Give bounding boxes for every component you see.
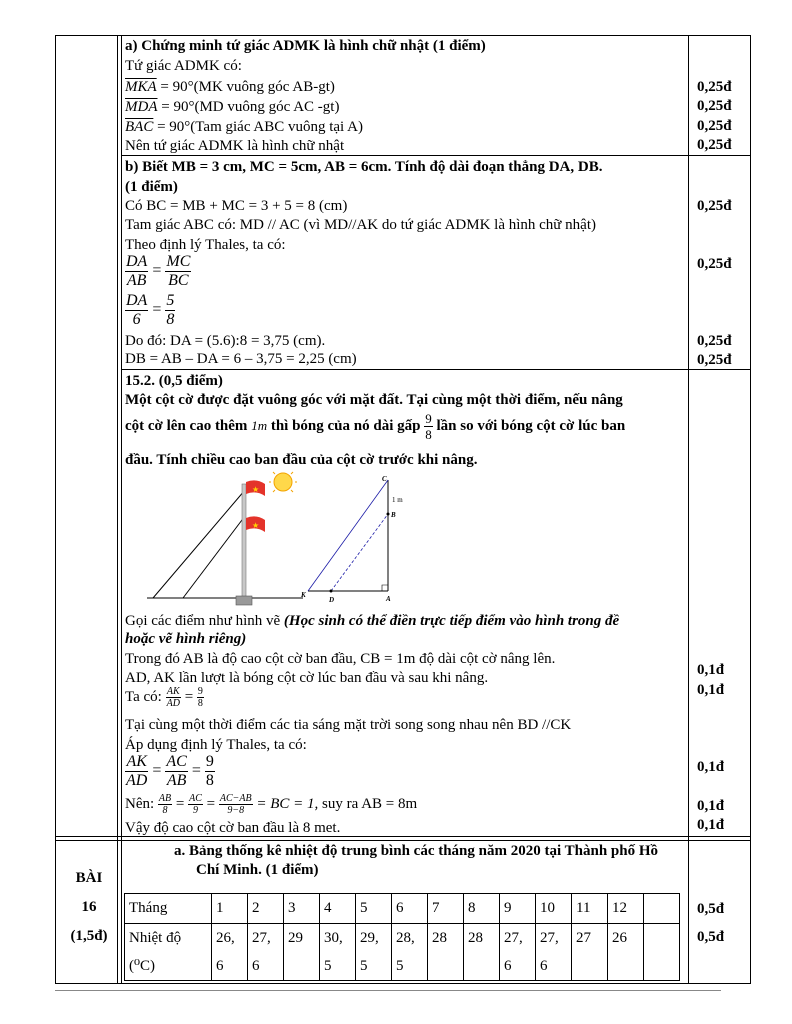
border-right — [750, 35, 751, 984]
part-b-frac1: $\frac{DA}{AB}$ = $\frac{MC}{BC}$ — [126, 253, 191, 289]
table-cell: 27, 6 — [248, 924, 284, 981]
bai16-label: BÀI — [75, 870, 103, 886]
table-header-cell: Tháng — [125, 894, 212, 924]
table-cell: 27, 6 — [536, 924, 572, 981]
border-top — [55, 35, 751, 36]
table-cell: 27, 6 — [500, 924, 536, 981]
bai16-heading-2: Chí Minh. (1 điểm) — [196, 862, 319, 878]
label-k: K — [301, 591, 306, 599]
temperature-table — [124, 893, 680, 981]
border-col1 — [117, 35, 118, 984]
bai16-heading: a. Bảng thống kê nhiệt độ trung bình các tháng năm 2020 tại Thành phố Hồ — [174, 843, 659, 859]
table-cell: 26 — [608, 924, 644, 981]
table-header-cell: Nhiệt độ (⁰C) — [125, 924, 212, 981]
bai16-points: (1,5đ) — [70, 928, 108, 944]
q152-sol-1: Gọi các điểm như hình vẽ (Học sinh có thể điền trực tiếp điểm vào hình trong đề — [125, 613, 620, 629]
score: 0,25đ — [697, 98, 732, 114]
part-a-conclusion: Nên tứ giác ADMK là hình chữ nhật — [125, 138, 345, 154]
part-a-line1: $\overline{MKA} = 90^\circ(MK$ vuông góc AB-gt) — [125, 79, 335, 95]
table-cell: 3 — [284, 894, 320, 924]
score: 0,1đ — [697, 682, 725, 698]
divider-b-152 — [121, 369, 751, 370]
sun-icon — [269, 470, 297, 492]
table-cell: 29, 5 — [356, 924, 392, 981]
q152-sol-9: Nên: $\frac{AB}{8}$ = $\frac{AC}{9}$ = $\frac{AC-AB}{9-8}$ = BC = 1, suy ra AB = 8m — [125, 793, 418, 816]
part-b-heading: b) Biết MB = 3 cm, MC = 5cm, AB = 6cm. Tính độ dài đoạn thẳng DA, DB. — [125, 159, 603, 175]
score: 0,1đ — [697, 798, 725, 814]
q152-problem-2: cột cờ lên cao thêm 1m thì bóng của nó dài gấp $\frac{9}{8}$ lần so với bóng cột cờ lúc ban — [125, 411, 626, 443]
table-cell: 12 — [608, 894, 644, 924]
q152-sol-5: Ta có: $\frac{AK}{AD}$ = $\frac{9}{8}$ — [125, 686, 203, 709]
score: 0,5đ — [697, 901, 725, 917]
border-bottom — [55, 983, 751, 984]
table-cell: 28 — [464, 924, 500, 981]
table-cell: 6 — [392, 894, 428, 924]
table-cell: 26, 6 — [212, 924, 248, 981]
table-cell: 7 — [428, 894, 464, 924]
table-cell: 28, 5 — [392, 924, 428, 981]
score: 0,25đ — [697, 137, 732, 153]
table-cell: 10 — [536, 894, 572, 924]
score: 0,1đ — [697, 817, 725, 833]
table-cell-empty — [644, 924, 680, 981]
q152-sol-6: Tại cùng một thời điểm các tia sáng mặt trời song song nhau nên BD //CK — [125, 717, 572, 733]
table-cell: 5 — [356, 894, 392, 924]
bai16-number: 16 — [81, 899, 97, 915]
part-a-intro: Tứ giác ADMK có: — [125, 58, 242, 74]
table-cell: 30, 5 — [320, 924, 356, 981]
part-b-frac2: $\frac{DA}{6}$ = $\frac{5}{8}$ — [126, 292, 175, 328]
q152-sol-7: Áp dụng định lý Thales, ta có: — [125, 737, 307, 753]
score: 0,1đ — [697, 662, 725, 678]
table-row — [125, 894, 680, 924]
score: 0,5đ — [697, 929, 725, 945]
footer-rule — [55, 990, 721, 991]
part-a-heading: a) Chứng minh tứ giác ADMK là hình chữ nhật (1 điểm) — [125, 38, 486, 54]
part-b-line3: Theo định lý Thales, ta có: — [125, 237, 286, 253]
part-b-line2: Tam giác ABC có: MD // AC (vì MD//AK do tứ giác ADMK là hình chữ nhật) — [125, 217, 596, 233]
score: 0,25đ — [697, 352, 732, 368]
border-left — [55, 35, 56, 984]
svg-text:★: ★ — [252, 485, 260, 494]
table-cell: 28 — [428, 924, 464, 981]
part-b-line4: Do đó: DA = (5.6):8 = 3,75 (cm). — [125, 333, 326, 349]
part-a-line2: $\overline{MDA} = 90^\circ(MD$ vuông góc AC -gt) — [125, 99, 340, 115]
table-cell: 4 — [320, 894, 356, 924]
table-cell: 9 — [500, 894, 536, 924]
q152-sol-10: Vậy độ cao cột cờ ban đầu là 8 met. — [125, 820, 341, 836]
label-a: A — [386, 595, 391, 603]
border-col1b — [121, 35, 122, 984]
part-b-line1: Có BC = MB + MC = 3 + 5 = 8 (cm) — [125, 198, 348, 214]
table-cell: 2 — [248, 894, 284, 924]
score: 0,25đ — [697, 118, 732, 134]
q152-sol-4: AD, AK lần lượt là bóng cột cờ lúc ban đầu và sau khi nâng. — [125, 670, 489, 686]
q152-problem-1: Một cột cờ được đặt vuông góc với mặt đất. Tại cùng một thời điểm, nếu nâng — [125, 392, 623, 408]
table-cell-empty — [644, 894, 680, 924]
score: 0,25đ — [697, 198, 732, 214]
label-b: B — [391, 511, 396, 519]
q152-sol-3: Trong đó AB là độ cao cột cờ ban đầu, CB = 1m độ dài cột cờ nâng lên. — [125, 651, 556, 667]
score: 0,1đ — [697, 759, 725, 775]
label-1m: 1 m — [392, 496, 403, 504]
divider-152-16b — [55, 840, 751, 841]
score: 0,25đ — [697, 256, 732, 272]
label-d: D — [329, 596, 335, 604]
q152-sol-2: hoặc vẽ hình riêng) — [125, 631, 247, 647]
q152-sol-8: $\frac{AK}{AD}$ = $\frac{AC}{AB}$ = $\frac{9}{8}$ — [126, 753, 214, 789]
part-a-line3: $\overline{BAC} = 90^\circ(Tam$ giác ABC vuông tại A) — [125, 119, 363, 135]
part-b-line5: DB = AB – DA = 6 – 3,75 = 2,25 (cm) — [125, 351, 357, 367]
border-col2 — [688, 35, 689, 984]
table-row — [125, 924, 680, 981]
q152-problem-3: đầu. Tính chiều cao ban đầu của cột cờ trước khi nâng. — [125, 452, 478, 468]
label-c: C — [382, 475, 387, 483]
score: 0,25đ — [697, 333, 732, 349]
table-cell: 8 — [464, 894, 500, 924]
part-b-heading-2: (1 điểm) — [125, 179, 178, 195]
geometry-diagram — [298, 470, 418, 610]
q152-heading: 15.2. (0,5 điểm) — [125, 373, 223, 389]
svg-text:★: ★ — [252, 521, 260, 530]
table-cell: 11 — [572, 894, 608, 924]
flagpole-illustration — [147, 470, 307, 610]
table-cell: 27 — [572, 924, 608, 981]
table-cell: 29 — [284, 924, 320, 981]
score: 0,25đ — [697, 79, 732, 95]
table-cell: 1 — [212, 894, 248, 924]
